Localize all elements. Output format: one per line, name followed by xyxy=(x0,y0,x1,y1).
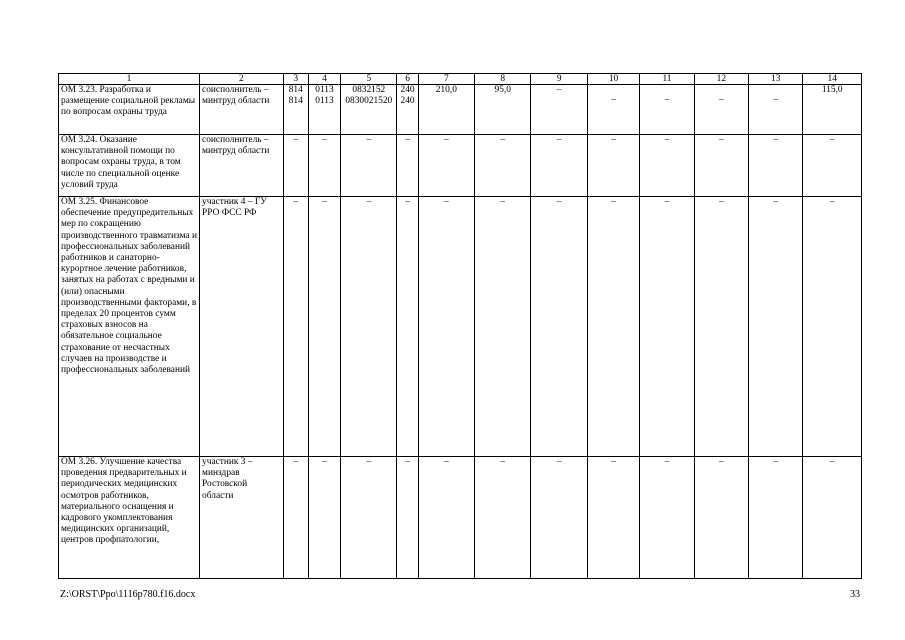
cell-col-10: – xyxy=(587,85,639,135)
cell-col-14: – xyxy=(803,135,862,197)
column-header-14: 14 xyxy=(803,74,862,85)
cell-col-12: – xyxy=(694,135,748,197)
cell-col-13: – xyxy=(749,457,803,579)
cell-col-4: 0113 0113 xyxy=(308,85,340,135)
executor-cell: участник 4 – ГУ РРО ФСС РФ xyxy=(200,197,284,457)
cell-col-13: – xyxy=(749,135,803,197)
cell-col-3: – xyxy=(283,135,308,197)
cell-col-6: – xyxy=(397,457,418,579)
cell-col-10: – xyxy=(587,197,639,457)
column-header-5: 5 xyxy=(341,74,397,85)
cell-col-11: – xyxy=(640,457,694,579)
column-header-2: 2 xyxy=(200,74,284,85)
cell-col-7: – xyxy=(418,457,474,579)
table-row xyxy=(59,85,862,135)
cell-col-14: 115,0 xyxy=(803,85,862,135)
column-number-row xyxy=(59,74,862,85)
table-row xyxy=(59,135,862,197)
measure-description: ОМ 3.24. Оказание консультативной помощи по вопросам охраны труда, в том числе по специальной оценке условий труда xyxy=(59,135,200,197)
cell-col-11: – xyxy=(640,85,694,135)
program-table xyxy=(58,73,862,579)
cell-col-10: – xyxy=(587,135,639,197)
column-header-3: 3 xyxy=(283,74,308,85)
cell-col-3: 814 814 xyxy=(283,85,308,135)
column-header-10: 10 xyxy=(587,74,639,85)
cell-col-12: – xyxy=(694,457,748,579)
executor-cell: соисполнитель – минтруд области xyxy=(200,135,284,197)
cell-col-14: – xyxy=(803,197,862,457)
cell-col-10: – xyxy=(587,457,639,579)
cell-col-8: 95,0 xyxy=(475,85,531,135)
cell-col-13: – xyxy=(749,85,803,135)
cell-col-4: – xyxy=(308,457,340,579)
column-header-8: 8 xyxy=(475,74,531,85)
cell-col-12: – xyxy=(694,197,748,457)
footer-page-number: 33 xyxy=(850,589,860,600)
cell-col-9: – xyxy=(531,197,587,457)
executor-cell: участник 3 – минздрав Ростовской области xyxy=(200,457,284,579)
cell-col-9: – xyxy=(531,135,587,197)
column-header-7: 7 xyxy=(418,74,474,85)
column-header-12: 12 xyxy=(694,74,748,85)
cell-col-3: – xyxy=(283,197,308,457)
cell-col-9: – xyxy=(531,457,587,579)
cell-col-9: – xyxy=(531,85,587,135)
executor-cell: соисполнитель – минтруд области xyxy=(200,85,284,135)
cell-col-3: – xyxy=(283,457,308,579)
cell-col-7: – xyxy=(418,197,474,457)
cell-col-5: – xyxy=(341,457,397,579)
column-header-6: 6 xyxy=(397,74,418,85)
column-header-9: 9 xyxy=(531,74,587,85)
cell-col-4: – xyxy=(308,135,340,197)
table-row xyxy=(59,197,862,457)
column-header-13: 13 xyxy=(749,74,803,85)
cell-col-7: – xyxy=(418,135,474,197)
column-header-4: 4 xyxy=(308,74,340,85)
measure-description: ОМ 3.23. Разработка и размещение социальной рекламы по вопросам охраны труда xyxy=(59,85,200,135)
cell-col-5: 0832152 0830021520 xyxy=(341,85,397,135)
cell-col-4: – xyxy=(308,197,340,457)
measure-description: ОМ 3.26. Улучшение качества проведения предварительных и периодических медицинских осмотров работников, материального оснащения и кадрового укомплектования медицинских организаций, центров профпатологии, xyxy=(59,457,200,579)
cell-col-8: – xyxy=(475,135,531,197)
column-header-1: 1 xyxy=(59,74,200,85)
table-row xyxy=(59,457,862,579)
cell-col-6: – xyxy=(397,197,418,457)
cell-col-12: – xyxy=(694,85,748,135)
cell-col-14: – xyxy=(803,457,862,579)
cell-col-5: – xyxy=(341,135,397,197)
cell-col-8: – xyxy=(475,457,531,579)
cell-col-8: – xyxy=(475,197,531,457)
cell-col-13: – xyxy=(749,197,803,457)
measure-description: ОМ 3.25. Финансовое обеспечение предупредительных мер по сокращению производственного травматизма и профессиональных заболеваний работников и санаторно-курортное лечение работников, занятых на работах с вредными и (или) опасными производственными факторами, в пределах 20 процентов сумм страховых взносов на обязательное социальное страхование от несчастных случаев на производстве и профессиональных заболеваний xyxy=(59,197,200,457)
cell-col-5: – xyxy=(341,197,397,457)
cell-col-11: – xyxy=(640,135,694,197)
footer-file-path: Z:\ORST\Ppo\1116p780.f16.docx xyxy=(60,589,196,600)
cell-col-11: – xyxy=(640,197,694,457)
cell-col-7: 210,0 xyxy=(418,85,474,135)
cell-col-6: – xyxy=(397,135,418,197)
cell-col-6: 240 240 xyxy=(397,85,418,135)
column-header-11: 11 xyxy=(640,74,694,85)
